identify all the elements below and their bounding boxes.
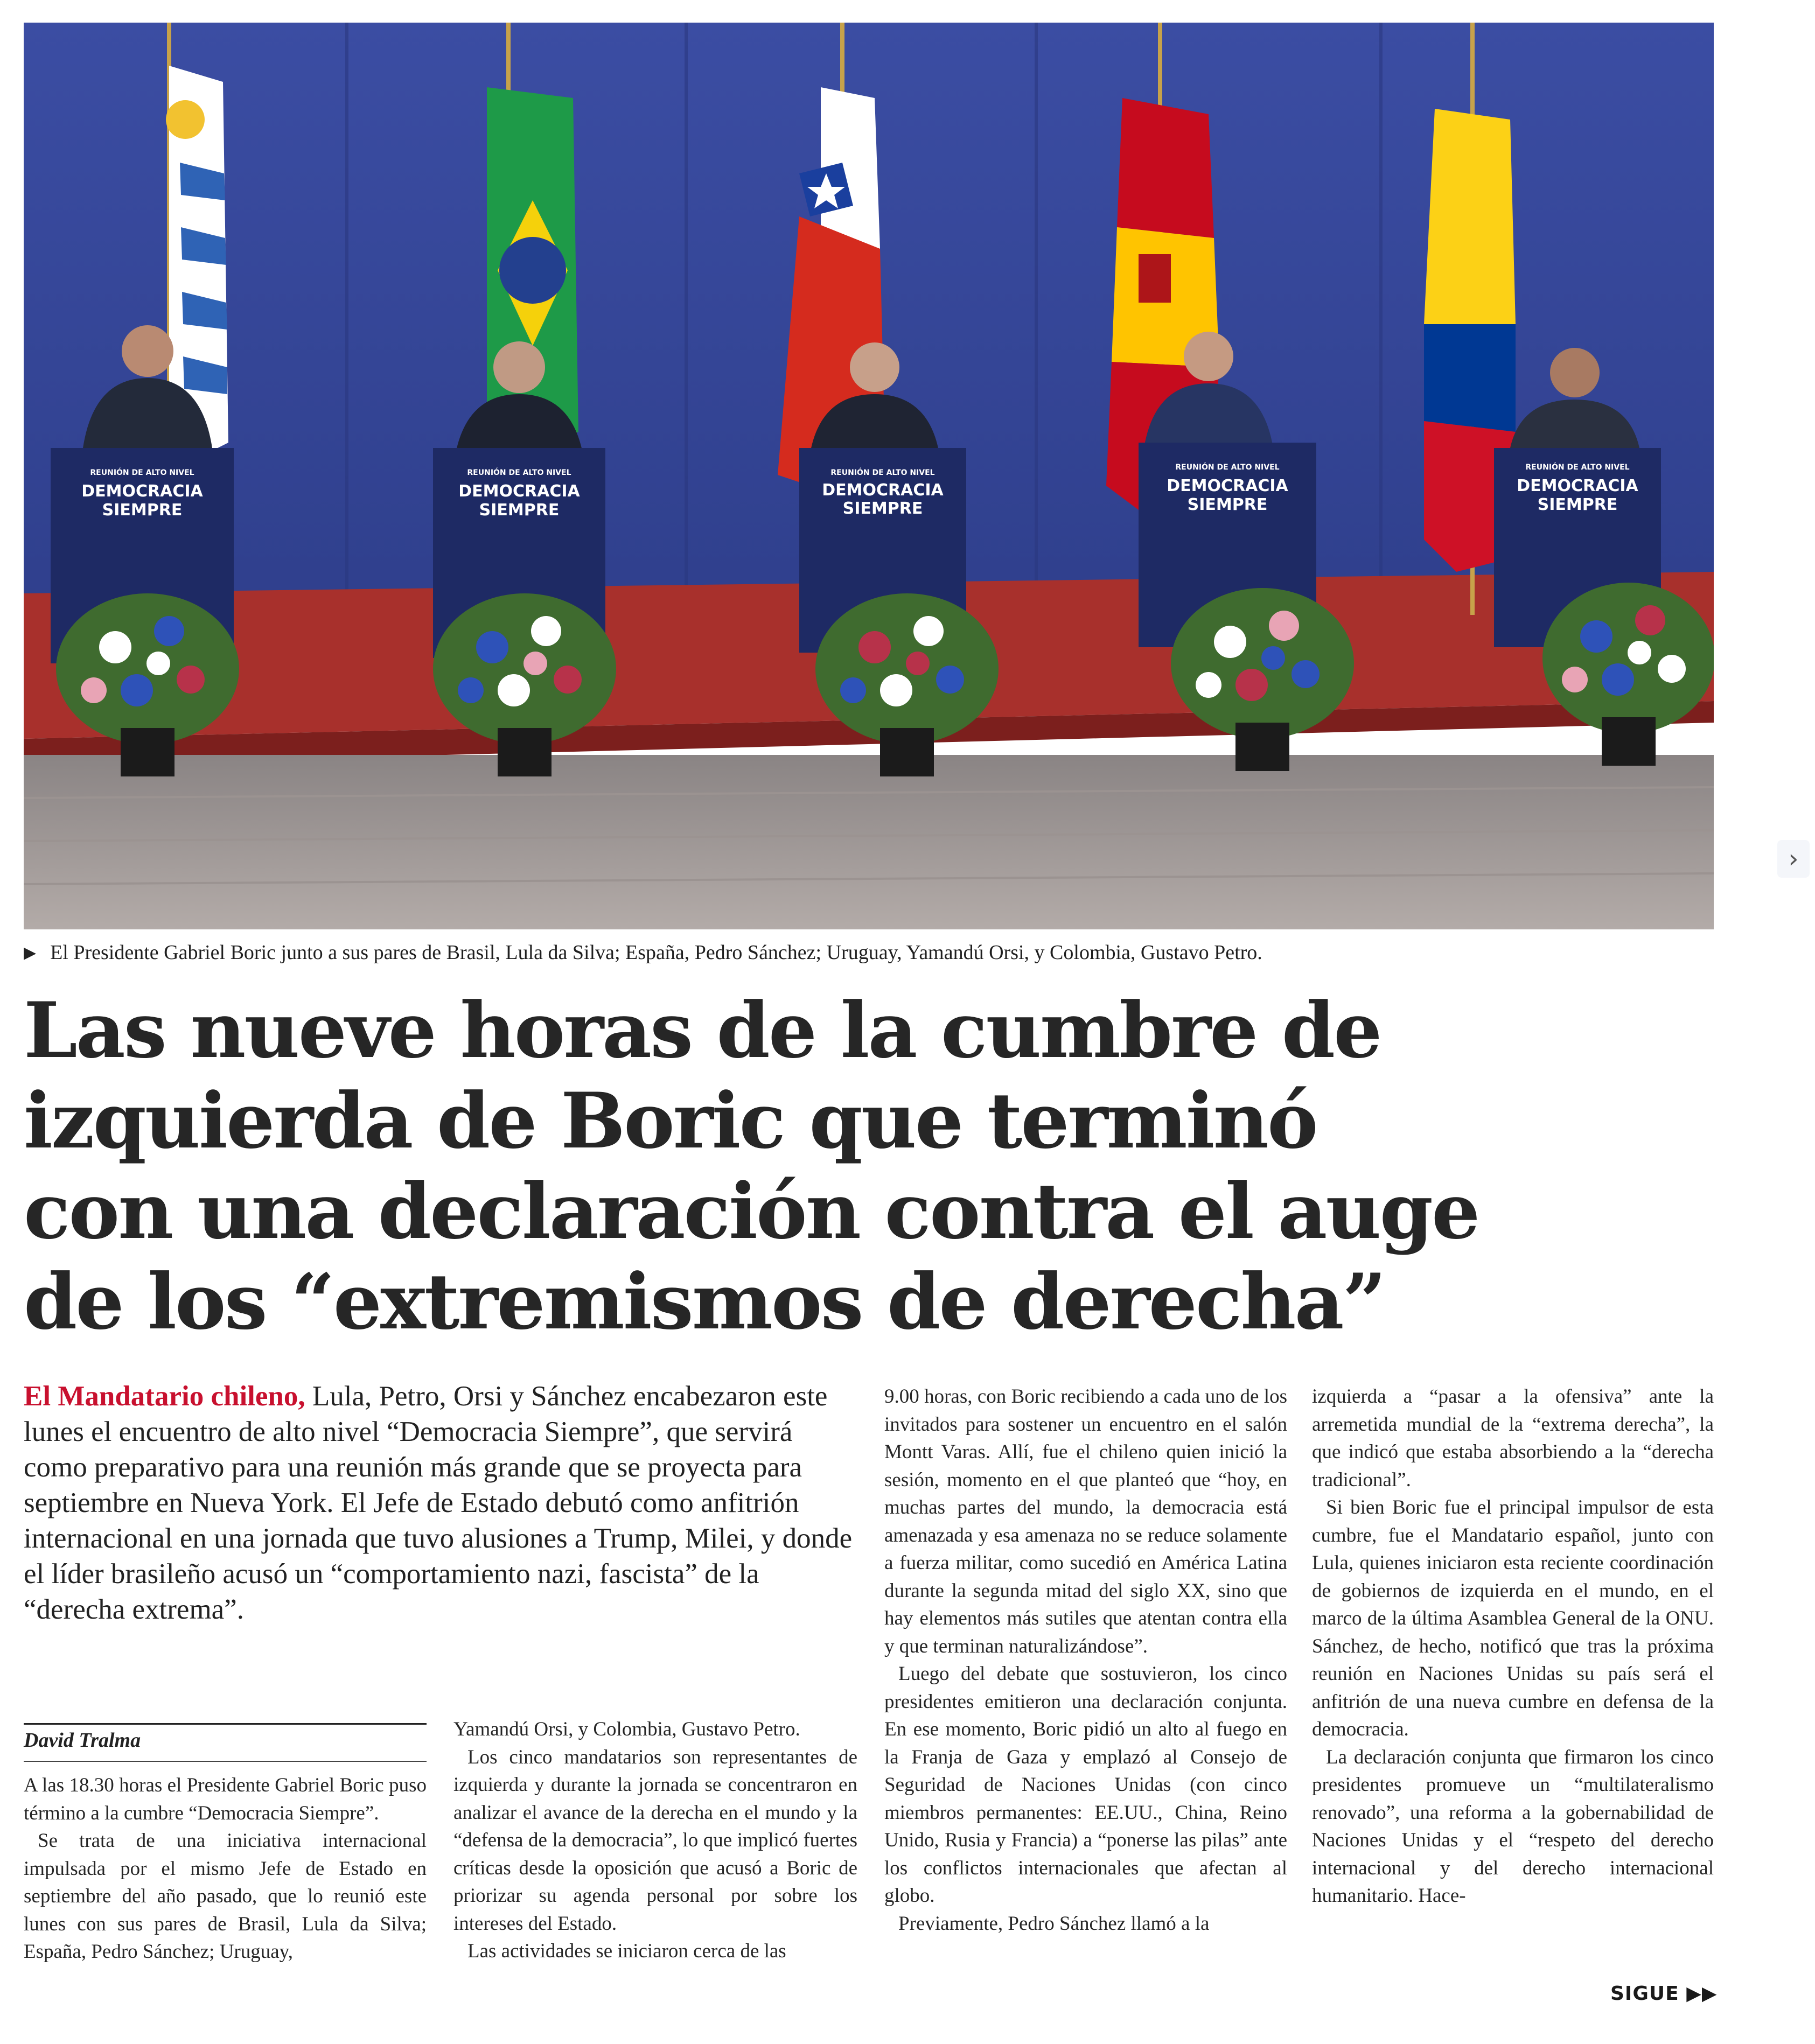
svg-text:DEMOCRACIA: DEMOCRACIA: [81, 482, 203, 501]
paragraph: A las 18.30 horas el Presidente Gabriel Boric puso término a la cumbre “Democracia Siempre”.: [24, 1774, 427, 1824]
svg-text:SIEMPRE: SIEMPRE: [479, 501, 560, 520]
body-column-1: [24, 1772, 427, 1966]
caption-triangle-icon: ▶: [24, 943, 37, 962]
body-column-3: [884, 1383, 1287, 1937]
paragraph: Si bien Boric fue el principal impulsor de esta cumbre, fue el Mandatario español, junto con Lula, quienes iniciaron esta reciente coordinación de gobiernos de izquierda en el mundo, en el marco de la última Asamblea General de la ONU. Sánchez, de hecho, notificó que tras la próxima reunión en Naciones Unidas su país será el anfitrión de una nueva cumbre en defensa de la democracia.: [1312, 1496, 1714, 1740]
headline-line: de los “extremismos de derecha”: [24, 1257, 1385, 1347]
headline-line: con una declaración contra el auge: [24, 1167, 1479, 1256]
byline-rule: [24, 1723, 427, 1725]
body-column-2: [453, 1716, 857, 1965]
chevron-right-icon: ›: [1788, 844, 1799, 874]
paragraph: Yamandú Orsi, y Colombia, Gustavo Petro.: [453, 1718, 800, 1740]
svg-text:REUNIÓN DE ALTO NIVEL: REUNIÓN DE ALTO NIVEL: [1525, 463, 1630, 472]
paragraph: Se trata de una iniciativa internacional impulsada por el mismo Jefe de Estado en septiembre del año pasado, que lo reunió este lunes con sus pares de Brasil, Lula da Silva; España, Pedro Sánchez; Uruguay,: [24, 1830, 427, 1963]
headline-line: izquierda de Boric que terminó: [24, 1076, 1317, 1166]
lede-text: Lula, Petro, Orsi y Sánchez encabezaron este lunes el encuentro de alto nivel “Democracia Siempre”, que servirá como preparativo para una reunión más grande que se proyecta para septiembre en Nueva York. El Jefe de Estado debutó como anfitrión internacional en una jornada que tuvo alusiones a Trump, Milei, y donde el líder brasileño acusó un “comportamiento nazi, fascista” de la “derecha extrema”.: [24, 1381, 853, 1625]
article-lede: [24, 1378, 853, 1627]
svg-text:DEMOCRACIA: DEMOCRACIA: [1517, 477, 1638, 495]
svg-text:DEMOCRACIA: DEMOCRACIA: [822, 481, 944, 500]
svg-text:REUNIÓN DE ALTO NIVEL: REUNIÓN DE ALTO NIVEL: [467, 468, 571, 477]
svg-text:DEMOCRACIA: DEMOCRACIA: [458, 482, 580, 501]
paragraph: Previamente, Pedro Sánchez llamó a la: [898, 1912, 1210, 1935]
paragraph: Luego del debate que sostuvieron, los cinco presidentes emitieron una declaración conjunta. En ese momento, Boric pidió un alto al fuego en la Franja de Gaza y emplazó al Consejo de Seguridad de Naciones Unidas (con cinco miembros permanentes: EE.UU., China, Reino Unido, Rusia y Francia) a “ponerse las pilas” ante los conflictos internacionales que afectan al globo.: [884, 1663, 1287, 1907]
body-column-4: [1312, 1383, 1714, 1910]
article-photo: [24, 23, 1714, 929]
headline-line: Las nueve horas de la cumbre de: [24, 986, 1381, 1075]
next-page-button[interactable]: [1777, 840, 1810, 878]
caption-text: El Presidente Gabriel Boric junto a sus pares de Brasil, Lula da Silva; España, Pedro Sánchez; Uruguay, Yamandú Orsi, y Colombia, Gustavo Petro.: [50, 941, 1262, 964]
continue-label: SIGUE ▶▶: [1610, 1983, 1718, 2005]
svg-text:SIEMPRE: SIEMPRE: [1537, 495, 1618, 514]
paragraph: La declaración conjunta que firmaron los cinco presidentes promueve un “multilateralismo renovado”, una reforma a la gobernabilidad de Naciones Unidas y el “respeto del derecho internacional y del derecho internacional humanitario. Hace-: [1312, 1746, 1714, 1907]
article-headline: [24, 985, 1478, 1347]
paragraph: izquierda a “pasar a la ofensiva” ante la arremetida mundial de la “extrema derecha”, la que indicó que estaba absorbiendo a la “derecha tradicional”.: [1312, 1385, 1714, 1491]
svg-text:REUNIÓN DE ALTO NIVEL: REUNIÓN DE ALTO NIVEL: [90, 468, 194, 477]
lede-lead-in: El Mandatario chileno,: [24, 1381, 305, 1412]
photo-caption: [24, 936, 1714, 969]
paragraph: Las actividades se iniciaron cerca de las: [467, 1940, 786, 1962]
byline: David Tralma: [24, 1729, 141, 1752]
svg-text:SIEMPRE: SIEMPRE: [842, 499, 923, 518]
byline-rule: [24, 1761, 427, 1762]
paragraph: Los cinco mandatarios son representantes de izquierda y durante la jornada se concentraron en analizar el avance de la derecha en el mundo y la “defensa de la democracia”, lo que implicó fuertes críticas desde la oposición que acusó a Boric de priorizar su agenda personal por sobre los intereses del Estado.: [453, 1746, 857, 1935]
svg-text:REUNIÓN DE ALTO NIVEL: REUNIÓN DE ALTO NIVEL: [1175, 463, 1280, 472]
svg-text:SIEMPRE: SIEMPRE: [1187, 495, 1268, 514]
svg-text:REUNIÓN DE ALTO NIVEL: REUNIÓN DE ALTO NIVEL: [830, 468, 935, 477]
svg-text:DEMOCRACIA: DEMOCRACIA: [1167, 477, 1288, 495]
svg-text:SIEMPRE: SIEMPRE: [102, 501, 183, 520]
paragraph: 9.00 horas, con Boric recibiendo a cada uno de los invitados para sostener un encuentro en el salón Montt Varas. Allí, fue el chileno quien inició la sesión, momento en el que planteó que “hoy, en muchas partes del mundo, la democracia está amenazada y esa amenaza no se reduce solamente a fuerza militar, como sucedió en América Latina durante la segunda mitad del siglo XX, sino que hay elementos más sutiles que atentan contra ella y que terminan naturalizándose”.: [884, 1385, 1287, 1657]
